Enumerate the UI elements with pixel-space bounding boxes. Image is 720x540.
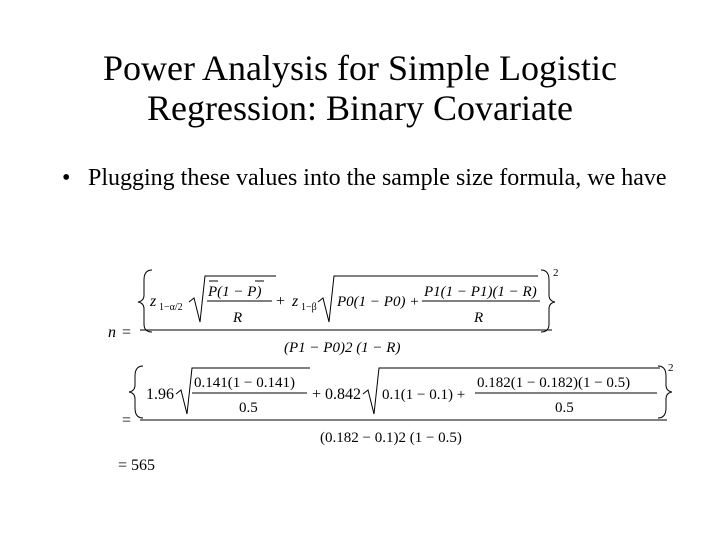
equals-sign: = [122, 324, 132, 341]
equals-sign: = [122, 412, 132, 429]
general-denominator: (P1 − P0)2 (1 − R) [284, 340, 401, 356]
numeric-denominator: (0.182 − 0.1)2 (1 − 0.5) [320, 430, 462, 446]
numeric-formula [122, 362, 674, 446]
bullet-dot: • [62, 165, 71, 191]
z-beta-subscript: 1−β [301, 302, 317, 313]
general-formula [108, 267, 559, 356]
plus-sign: + [276, 293, 286, 310]
numerator-1: 0.141(1 − 0.141) [194, 375, 295, 391]
numerator-2: 0.182(1 − 0.182)(1 − 0.5) [477, 375, 631, 391]
coefficient-0-842: + 0.842 [312, 386, 362, 403]
result-value: = 565 [118, 457, 156, 474]
denominator-2: 0.5 [555, 400, 574, 416]
inner-term: 0.1(1 − 0.1) + [382, 387, 466, 403]
p0-term: P0(1 − P0) + [337, 294, 420, 310]
n-symbol: n [108, 324, 116, 341]
bullet-text: Plugging these values into the sample size formula, we have [88, 165, 667, 191]
title-line-2: Regression: Binary Covariate [147, 88, 573, 128]
left-brace-icon [129, 366, 143, 418]
z-alpha-symbol: z [150, 293, 157, 310]
pbar-numerator: P(1 − P) [208, 284, 262, 300]
z-alpha-subscript: 1−α/2 [159, 302, 183, 313]
squared-exponent: 2 [668, 362, 674, 374]
z-beta-symbol: z [292, 293, 299, 310]
coefficient-1-96: 1.96 [146, 386, 174, 403]
squared-exponent: 2 [553, 267, 559, 279]
p1-numerator: P1(1 − P1)(1 − R) [424, 284, 537, 300]
r-denominator: R [474, 310, 484, 326]
denominator-1: 0.5 [239, 400, 258, 416]
right-brace-icon [541, 270, 555, 332]
title-line-1: Power Analysis for Simple Logistic [103, 48, 617, 88]
r-denominator: R [233, 310, 243, 326]
